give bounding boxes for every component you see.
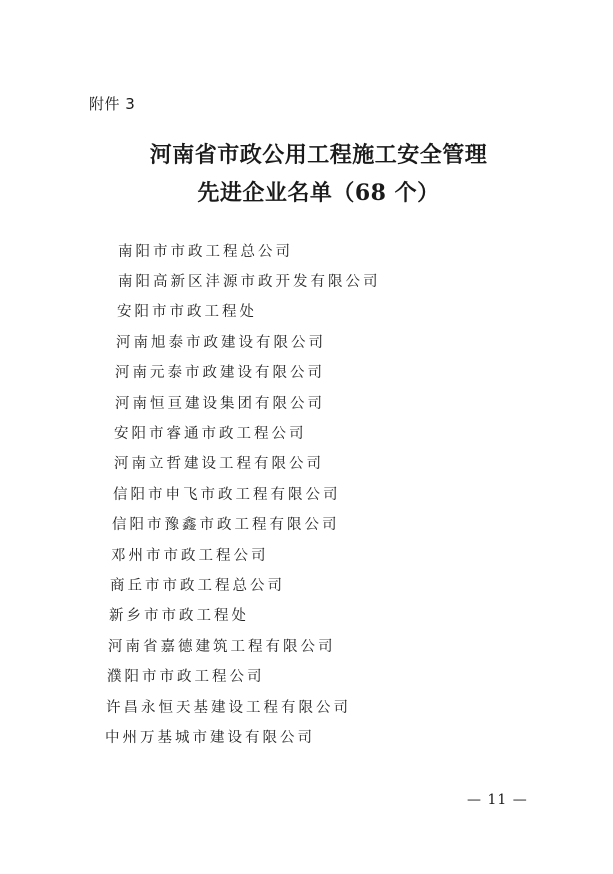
company-item: 濮阳市市政工程公司 xyxy=(107,669,265,685)
company-item: 许昌永恒天基建设工程有限公司 xyxy=(106,700,351,716)
company-item: 新乡市市政工程处 xyxy=(109,608,249,624)
document-title-line-2: 先进企业名单（68 个） xyxy=(197,180,440,206)
company-item: 河南元泰市政建设有限公司 xyxy=(115,365,325,381)
company-item: 南阳市市政工程总公司 xyxy=(118,244,293,260)
company-item: 邓州市市政工程公司 xyxy=(111,548,269,564)
document-title-line-1: 河南省市政公用工程施工安全管理 xyxy=(149,142,488,168)
company-item: 信阳市申飞市政工程有限公司 xyxy=(113,487,341,503)
company-item: 河南立哲建设工程有限公司 xyxy=(114,456,324,472)
page-number: — 11 — xyxy=(467,792,528,808)
company-item: 安阳市市政工程处 xyxy=(117,304,257,320)
attachment-label: 附件 3 xyxy=(89,95,136,113)
company-item: 河南省嘉德建筑工程有限公司 xyxy=(108,639,336,655)
company-item: 安阳市睿通市政工程公司 xyxy=(114,426,307,442)
company-item: 中州万基城市建设有限公司 xyxy=(105,730,315,746)
company-item: 信阳市豫鑫市政工程有限公司 xyxy=(112,517,340,533)
company-item: 河南旭泰市政建设有限公司 xyxy=(116,335,326,351)
company-item: 商丘市市政工程总公司 xyxy=(110,578,285,594)
company-item: 南阳高新区沣源市政开发有限公司 xyxy=(118,274,381,290)
company-item: 河南恒亘建设集团有限公司 xyxy=(115,396,325,412)
